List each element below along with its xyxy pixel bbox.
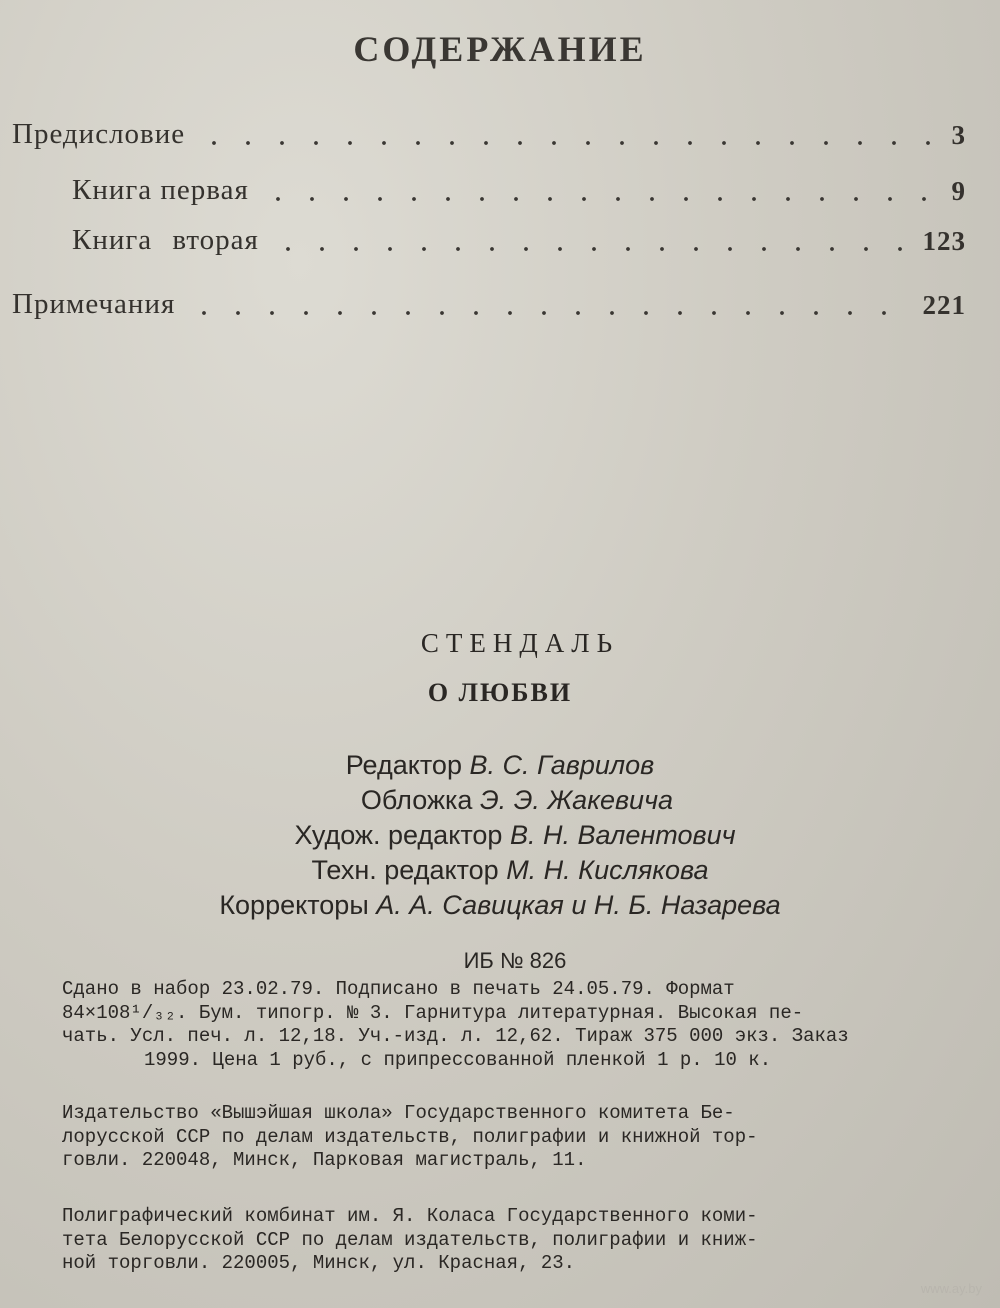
print-details-line: 84×108¹/₃₂. Бум. типогр. № 3. Гарнитура литературная. Высокая пе- bbox=[62, 1001, 804, 1024]
ib-number: ИБ № 826 bbox=[463, 948, 567, 973]
credit-name: В. С. Гаврилов bbox=[469, 750, 655, 780]
credit-line bbox=[0, 818, 1000, 853]
credit-name: М. Н. Кислякова bbox=[506, 855, 709, 885]
credit-line bbox=[0, 853, 1000, 888]
toc-entry-label: Книга вторая bbox=[72, 224, 259, 256]
credit-role: Обложка bbox=[360, 785, 473, 815]
credit-role: Корректоры bbox=[219, 890, 369, 920]
toc-entry bbox=[72, 174, 966, 207]
publisher-line: Издательство «Вышэйшая школа» Государственного комитета Бе- bbox=[62, 1102, 735, 1124]
credit-role: Техн. редактор bbox=[311, 855, 499, 885]
imprint-book-title: О ЛЮБВИ bbox=[427, 678, 573, 707]
toc-entry-page: 9 bbox=[951, 176, 966, 206]
credit-line bbox=[0, 888, 1000, 923]
print-details bbox=[62, 978, 942, 1072]
toc-entry-page: 221 bbox=[922, 290, 966, 320]
credit-role: Худож. редактор bbox=[294, 820, 503, 850]
toc-leader-dots bbox=[187, 309, 914, 317]
credit-name: Э. Э. Жакевича bbox=[479, 785, 674, 815]
credit-name: В. Н. Валентович bbox=[509, 820, 736, 850]
print-details-line: 1999. Цена 1 руб., с припрессованной пленкой 1 р. 10 к. bbox=[144, 1048, 772, 1071]
toc-entry bbox=[12, 118, 966, 151]
toc-entry bbox=[12, 288, 966, 321]
credit-line bbox=[0, 783, 1000, 818]
site-watermark: www.ay.by bbox=[920, 1281, 982, 1296]
toc-title: СОДЕРЖАНИЕ bbox=[353, 29, 647, 69]
toc-entry bbox=[72, 224, 966, 257]
toc-leader-dots bbox=[197, 139, 943, 147]
toc-entry-label: Книга первая bbox=[72, 174, 249, 206]
toc-entry-label: Примечания bbox=[12, 288, 176, 320]
publisher-line: говли. 220048, Минск, Парковая магистраль, 11. bbox=[62, 1149, 587, 1171]
printer-info bbox=[62, 1205, 942, 1276]
toc-leader-dots bbox=[261, 195, 944, 203]
imprint-author: СТЕНДАЛЬ bbox=[420, 628, 620, 658]
printer-line: Полиграфический комбинат им. Я. Коласа Государственного коми- bbox=[62, 1205, 758, 1227]
print-details-line: чать. Усл. печ. л. 12,18. Уч.-изд. л. 12,62. Тираж 375 000 экз. Заказ bbox=[62, 1025, 849, 1047]
print-details-line: Сдано в набор 23.02.79. Подписано в печать 24.05.79. Формат bbox=[62, 978, 735, 1000]
publisher-line: лорусской ССР по делам издательств, полиграфии и книжной тор- bbox=[62, 1125, 758, 1148]
imprint-credits bbox=[0, 748, 1000, 923]
toc-leader-dots bbox=[271, 245, 915, 253]
credit-name: А. А. Савицкая и Н. Б. Назарева bbox=[376, 890, 781, 920]
printer-line: ной торговли. 220005, Минск, ул. Красная, 23. bbox=[62, 1252, 576, 1274]
toc-entry-page: 3 bbox=[951, 120, 966, 150]
toc-entry-page: 123 bbox=[922, 226, 966, 256]
credit-line bbox=[0, 748, 1000, 783]
credit-role: Редактор bbox=[345, 750, 462, 780]
publisher-info bbox=[62, 1102, 942, 1173]
printer-line: тета Белорусской ССР по делам издательств, полиграфии и книж- bbox=[62, 1228, 758, 1251]
toc-entry-label: Предисловие bbox=[12, 118, 186, 150]
